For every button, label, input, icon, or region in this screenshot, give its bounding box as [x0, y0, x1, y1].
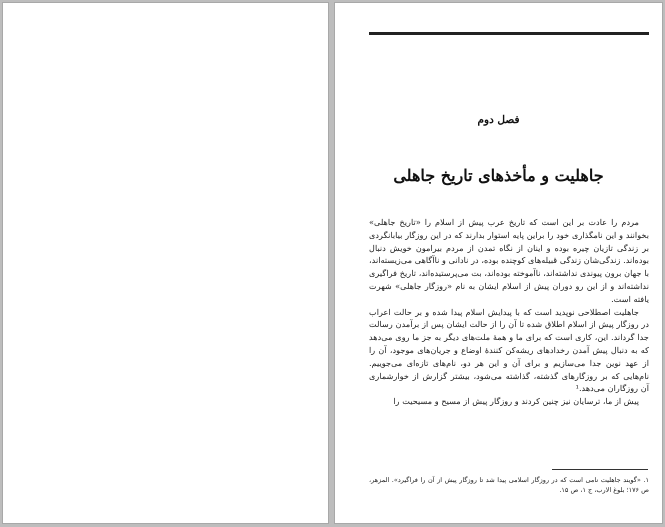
right-page: [334, 2, 663, 524]
footnote-divider: [552, 469, 648, 470]
paragraph: مردم را عادت بر این است که تاریخ عرب پیش از اسلام را «تاریخ جاهلی» بخوانند و این نامگذاری خود را براین پایه استوار بدارند که در این روزگار بیابانگردی بر زندگی تازیان چیره بوده و اینان از نگاه تمدن از مردم بیرامون خویش دنبال بوده‌اند. زندگی‌شان زندگی قبیله‌های کوچنده بوده، در نادانی و ناآگاهی می‌زیسته‌اند، با جهان برون پیوندی نداشته‌اند، ناآموخته بوده‌اند، بت می‌پرستیده‌اند، تاریخ فراگیری نداشته‌اند و از این رو دوران پیش از اسلام ایشان به نام «روزگار جاهلی» شهرت یافته است.: [369, 217, 649, 304]
chapter-label: فصل دوم: [477, 114, 520, 126]
body-text: [369, 216, 649, 408]
footnote: ۱. «گویند جاهلیت نامی است که در روزگار اسلامی پیدا شد تا روزگار پیش از آن را فراگیرد». المزهر، ص ۱۷۶؛ بلوغ الارب، ج ۱، ص ۱۵.: [369, 476, 649, 494]
paragraph: پیش از ما، ترسایان نیز چنین کردند و روزگار پیش از مسیح و مسیحیت را: [393, 396, 639, 407]
paragraph: جاهلیت اصطلاحی نوپدید است که با پیدایش اسلام پیدا شده و بر حالت اعراب در روزگار پیش از اسلام اطلاق شده تا آن را از حالت ایشان پس از برآمدن رسالت جدا گرداند. این، کاری است که برای ما و همهٔ ملت‌های دیگر به جز ما روی می‌دهد که به دنبال پیش آمدن رخدادهای ریشه‌کن کنندهٔ اوضاع و جریان‌های موجود، آن را از عهد نوین جدا می‌سازیم و برای آن و این هر دو، نام‌های تازه‌ای می‌جوییم. نام‌هایی که بر روزگارهای گذشته، گذاشته می‌شود، بیشتر گزارش از خوارشماری آن روزگاران می‌دهد.¹: [369, 306, 649, 394]
left-page-blank: [2, 2, 329, 524]
chapter-title: جاهلیت و مأخذهای تاریخ جاهلی: [393, 166, 604, 185]
top-rule: [369, 32, 649, 35]
